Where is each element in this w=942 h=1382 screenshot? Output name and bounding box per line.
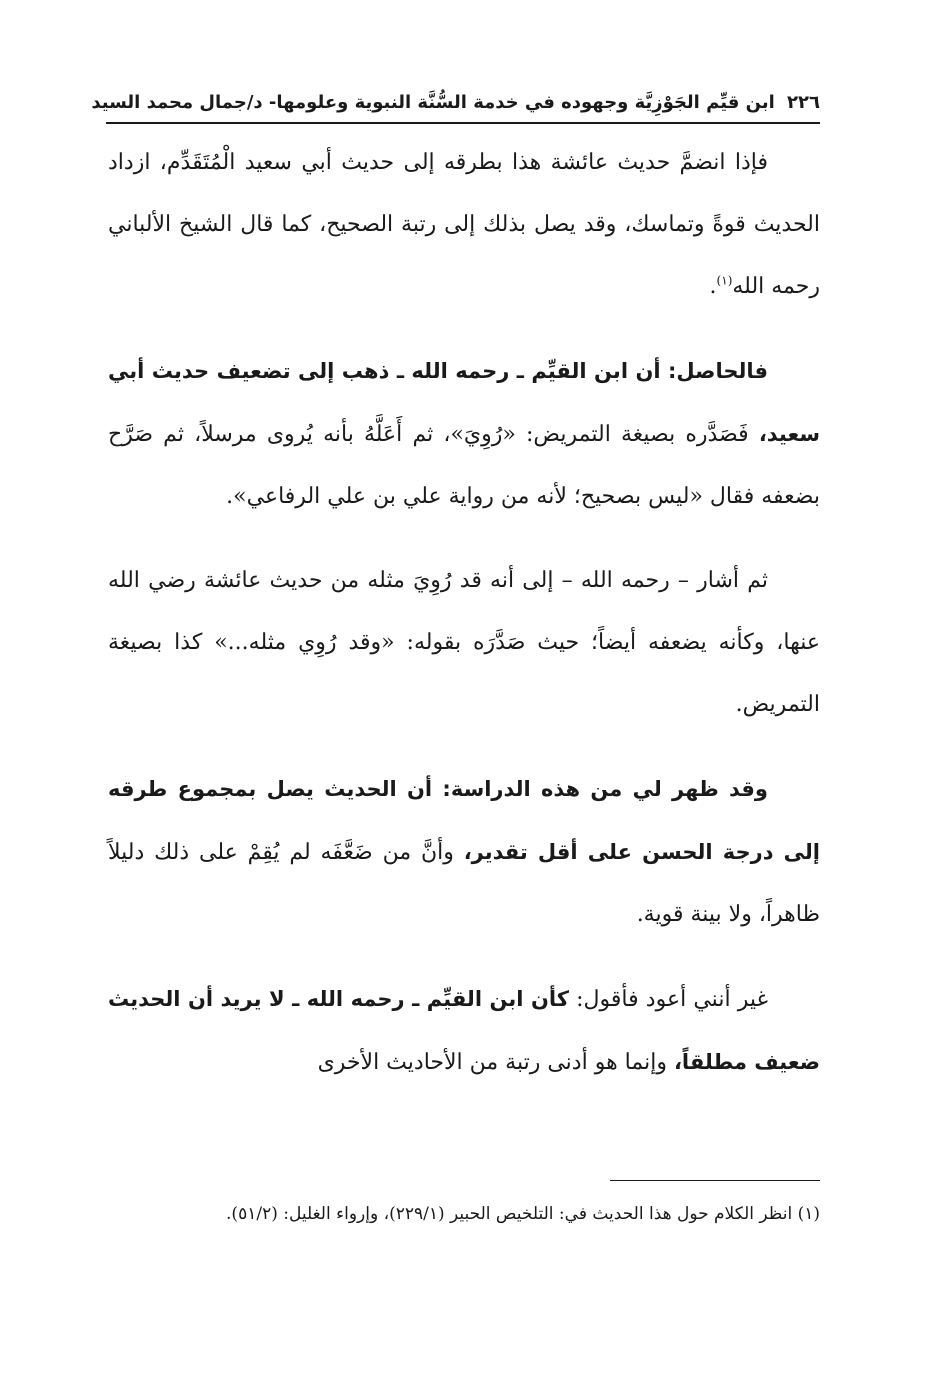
footnote-reference: (١) xyxy=(716,273,733,288)
paragraph-3-text: ثم أشار – رحمه الله – إلى أنه قد رُوِيَ مثله من حديث عائشة رضي الله عنها، وكأنه يضعفه أيضاً؛ حيث صَدَّرَه بقوله: «وقد رُوِي مثله...» كذا بصيغة التمريض. xyxy=(108,568,820,717)
paragraph-gap xyxy=(108,736,820,758)
paragraph-5-bold: كأن ابن القيِّم ـ رحمه الله ـ لا يريد أن الحديث ضعيف مطلقاً، xyxy=(108,987,820,1074)
page-number: ٢٢٦ xyxy=(787,92,820,113)
paragraph-1-end: . xyxy=(709,274,717,299)
footnote-text: (١) انظر الكلام حول هذا الحديث في: التلخيص الحبير (٢٢٩/١)، وإرواء الغليل: (٥١/٢). xyxy=(226,1204,820,1224)
paragraph-4 xyxy=(108,758,820,946)
main-text xyxy=(108,132,820,1094)
paragraph-4-text: وأنَّ من ضَعَّفَه لم يُقِمْ على ذلك دليلاً ظاهراً، ولا بينة قوية. xyxy=(108,840,820,927)
paragraph-5-text-start: غير أنني أعود فأقول: xyxy=(568,987,768,1012)
paragraph-gap xyxy=(108,318,820,340)
footnote xyxy=(108,1196,820,1232)
header-title: ابن قيِّم الجَوْزِيَّة وجهوده في خدمة السُّنَّة النبوية وعلومها- د/جمال محمد السيد xyxy=(91,92,775,113)
paragraph-1-text: فإذا انضمَّ حديث عائشة هذا بطرقه إلى حديث أبي سعيد الْمُتَقَدِّم، ازداد الحديث قوةً وتماسك، وقد يصل بذلك إلى رتبة الصحيح، كما قال الشيخ الألباني رحمه الله xyxy=(108,150,820,299)
paragraph-2-text: فَصَدَّره بصيغة التمريض: «رُوِيَ»، ثم أَعَلَّهُ بأنه يُروى مرسلاً، ثم صَرَّح بضعفه فقال «ليس بصحيح؛ لأنه من رواية علي بن علي الرفاعي». xyxy=(108,422,820,509)
paragraph-1 xyxy=(108,132,820,318)
paragraph-5 xyxy=(108,968,820,1094)
paragraph-4-bold: وقد ظهر لي من هذه الدراسة: أن الحديث يصل بمجموع طرقه إلى درجة الحسن على أقل تقدير، xyxy=(108,777,820,864)
running-header xyxy=(91,88,820,124)
paragraph-2 xyxy=(108,340,820,528)
paragraph-3 xyxy=(108,550,820,736)
paragraph-5-text-end: وإنما هو أدنى رتبة من الأحاديث الأخرى xyxy=(317,1050,674,1075)
paragraph-gap xyxy=(108,528,820,550)
paragraph-2-bold: فالحاصل: أن ابن القيِّم ـ رحمه الله ـ ذهب إلى تضعيف حديث أبي سعيد، xyxy=(108,359,820,446)
footnote-separator xyxy=(610,1180,820,1181)
paragraph-gap xyxy=(108,946,820,968)
